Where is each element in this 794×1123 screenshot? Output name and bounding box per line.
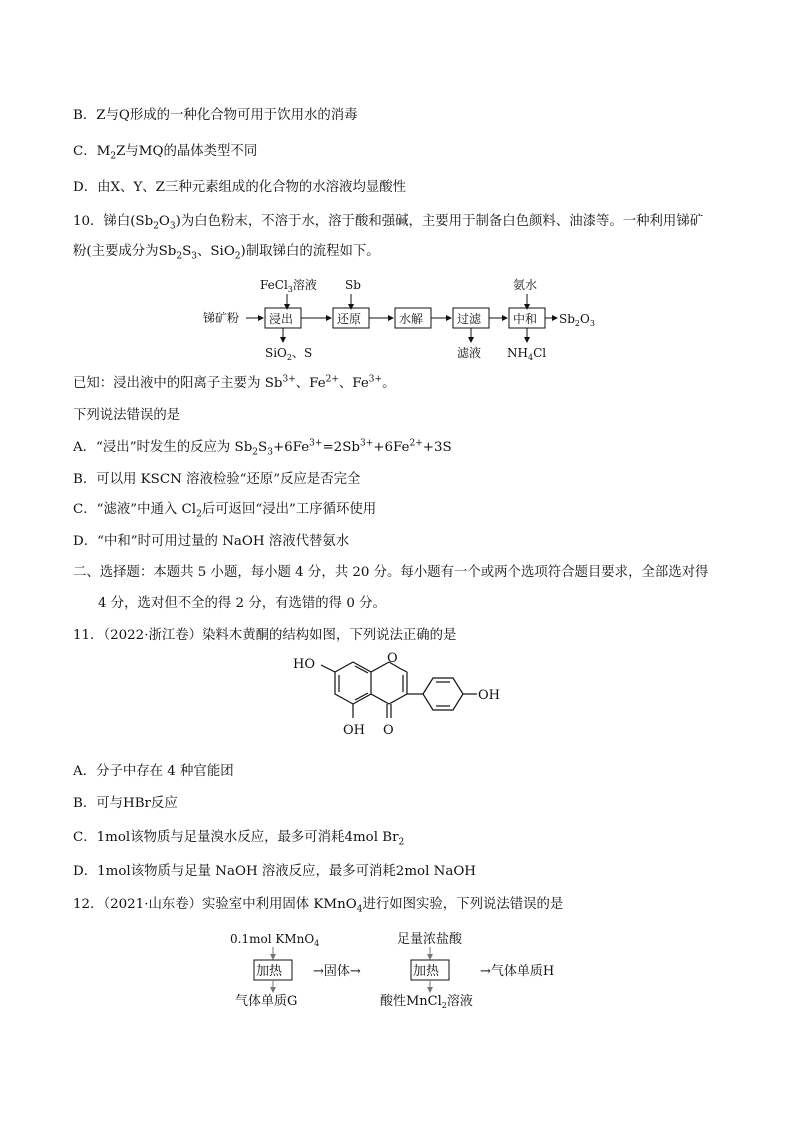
section2-heading: 二、选择题：本题共 5 小题，每小题 4 分，共 20 分。每小题有一个或两个选项符合题目要求，全部选对得 <box>73 565 709 580</box>
q11-option-c: C．1mol该物质与足量溴水反应，最多可消耗4mol $Br_2$ <box>73 830 405 848</box>
carbonyl-o-label: O <box>383 723 394 738</box>
process-flow-diagram <box>195 270 605 366</box>
experiment-scheme <box>225 924 585 1012</box>
genistein-structure <box>285 652 515 744</box>
conc-hcl-label: 足量浓盐酸 <box>397 932 463 947</box>
q9-option-c: C．$M_2Z$与MQ的晶体类型不同 <box>73 144 258 162</box>
ammonia-label: 氨水 <box>513 278 538 292</box>
q10-option-c: C．“滤液”中通入 $Cl_2$后可返回“浸出”工序循环使用 <box>73 502 377 520</box>
oh-bottom-label: OH <box>343 723 365 738</box>
ring-o-label: O <box>387 652 398 666</box>
q10-stem-line1: 10．锑白$(Sb_2O_3)$为白色粉末，不溶于水，溶于酸和强碱，主要用于制备白色颜料、油漆等。一种利用锑矿 <box>73 214 704 232</box>
q11-option-b: B．可与HBr反应 <box>73 796 178 811</box>
q11-option-d: D．1mol该物质与足量 NaOH 溶液反应，最多可消耗2mol NaOH <box>73 864 476 879</box>
residue-label: SiO$_2$、S <box>265 346 313 362</box>
q9-option-d: D．由X、Y、Z三种元素组成的化合物的水溶液均显酸性 <box>73 180 407 195</box>
q10-option-d: D．“中和”时可用过量的 NaOH 溶液代替氨水 <box>73 534 350 549</box>
svg-text:中和: 中和 <box>513 312 538 326</box>
q10-option-a: A．“浸出”时发生的反应为 $Sb_2S_3+6Fe^{3+}=2Sb^{3+}+6Fe^{2+}+3S$ <box>73 438 452 458</box>
oh-right-label: OH <box>478 688 500 703</box>
ore-label: 锑矿粉 <box>203 311 240 325</box>
gas-h-label: →气体单质H <box>480 964 555 979</box>
q10-option-b: B．可以用 KSCN 溶液检验“还原”反应是否完全 <box>73 472 361 487</box>
svg-text:过滤: 过滤 <box>457 312 482 326</box>
q11-stem: 11．（2022·浙江卷）染料木黄酮的结构如图，下列说法正确的是 <box>73 628 457 643</box>
svg-text:加热: 加热 <box>256 964 283 979</box>
ho-top-label: HO <box>293 657 315 672</box>
svg-text:浸出: 浸出 <box>269 312 294 326</box>
gas-g-label: 气体单质G <box>235 994 298 1009</box>
q10-stem-line2: 粉(主要成分为$Sb_2S_3$、SiO$_2$)制取锑白的流程如下。 <box>73 244 380 262</box>
product-label: $Sb_2O_3$ <box>559 312 595 328</box>
q12-stem: 12．（2021·山东卷）实验室中利用固体 KMnO$_4$进行如图实验，下列说法错误的是 <box>73 897 564 915</box>
mncl2-label: 酸性MnCl$_2$溶液 <box>380 994 473 1010</box>
nh4cl-label: $NH_4Cl$ <box>507 346 547 362</box>
svg-text:加热: 加热 <box>413 964 440 979</box>
q10-known: 已知：浸出液中的阳离子主要为 $Sb^{3+}$、$Fe^{2+}$、$Fe^{3+}$。 <box>73 374 396 391</box>
section2-heading-cont: 4 分，选对但不全的得 2 分，有选错的得 0 分。 <box>98 596 386 611</box>
filtrate-label: 滤液 <box>457 346 482 360</box>
svg-text:水解: 水解 <box>399 312 424 326</box>
kmno4-label: 0.1mol KMnO$_4$ <box>230 932 320 948</box>
svg-text:还原: 还原 <box>337 312 362 326</box>
solid-label: →固体→ <box>313 964 361 979</box>
q10-ask: 下列说法错误的是 <box>73 408 181 423</box>
q9-option-b: B．Z与Q形成的一种化合物可用于饮用水的消毒 <box>73 108 358 123</box>
fecl3-label: FeCl$_3$溶液 <box>260 278 317 294</box>
sb-label: Sb <box>345 278 361 292</box>
q11-option-a: A．分子中存在 4 种官能团 <box>73 764 234 779</box>
